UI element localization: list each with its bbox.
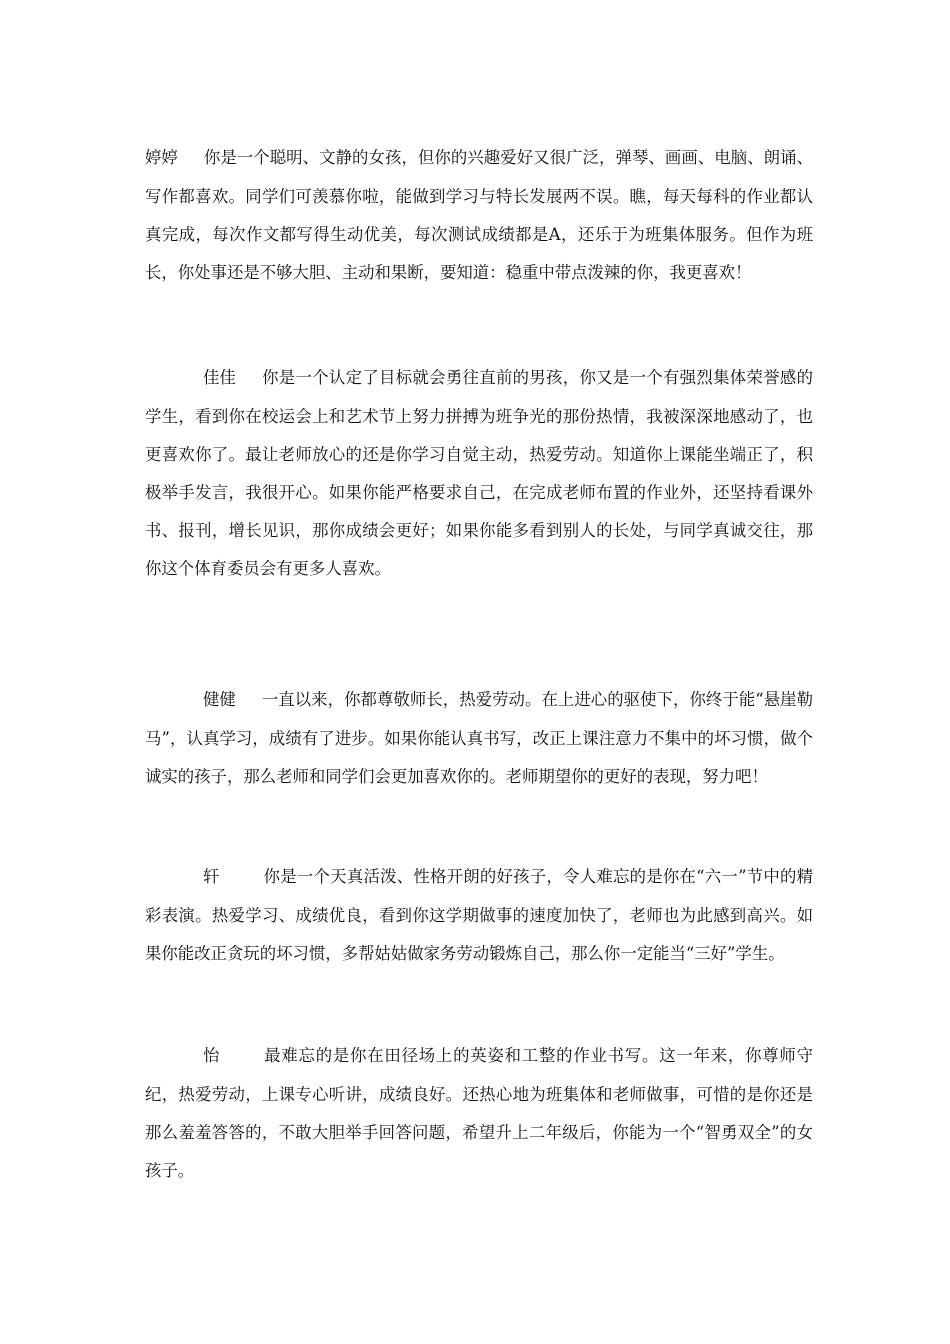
comment-paragraph: [145, 139, 813, 292]
student-name: 轩: [203, 867, 220, 887]
comment-text: 你是一个认定了目标就会勇往直前的男孩，你又是一个有强烈集体荣誉感的学生，看到你在校运会上和艺术节上努力拼搏为班争光的那份热情，我被深深地感动了，也更喜欢你了。最让老师放心的还是你学习自觉主动，热爱劳动。知道你上课能坐端正了，积极举手发言，我很开心。如果你能严格要求自己，在完成老师布置的作业外，还坚持看课外书、报刊，增长见识，那你成绩会更好；如果你能多看到别人的长处，与同学真诚交往，那你这个体育委员会有更多人喜欢。: [145, 368, 813, 579]
student-name: 婷婷: [145, 148, 178, 168]
comment-text: 你是一个天真活泼、性格开朗的好孩子，令人难忘的是你在“六一”节中的精彩表演。热爱学习、成绩优良，看到你这学期做事的速度加快了，老师也为此感到高兴。如果你能改正贪玩的坏习惯，多帮姑姑做家务劳动锻炼自己，那么你一定能当“三好”学生。: [145, 867, 813, 963]
comment-text: 一直以来，你都尊敬师长，热爱劳动。在上进心的驱使下，你终于能“悬崖勒马”，认真学习，成绩有了进步。如果你能认真书写，改正上课注意力不集中的坏习惯，做个诚实的孩子，那么老师和同学们会更加喜欢你的。老师期望你的更好的表现，努力吧！: [145, 690, 813, 786]
student-name: 佳佳: [203, 368, 236, 388]
student-name: 健健: [203, 690, 236, 710]
comment-paragraph: [145, 1037, 813, 1190]
student-name: 怡: [203, 1046, 220, 1066]
comment-paragraph: [145, 359, 813, 588]
comment-paragraph: [145, 681, 813, 796]
comment-paragraph: [145, 858, 813, 973]
comment-text: 最难忘的是你在田径场上的英姿和工整的作业书写。这一年来，你尊师守纪，热爱劳动，上课专心听讲，成绩良好。还热心地为班集体和老师做事，可惜的是你还是那么羞羞答答的，不敢大胆举手回答问题，希望升上二年级后，你能为一个“智勇双全”的女孩子。: [145, 1046, 813, 1180]
comment-text: 你是一个聪明、文静的女孩，但你的兴趣爱好又很广泛，弹琴、画画、电脑、朗诵、写作都喜欢。同学们可羡慕你啦，能做到学习与特长发展两不误。瞧，每天每科的作业都认真完成，每次作文都写得生动优美，每次测试成绩都是A，还乐于为班集体服务。但作为班长，你处事还是不够大胆、主动和果断，要知道：稳重中带点泼辣的你，我更喜欢！: [145, 148, 813, 282]
